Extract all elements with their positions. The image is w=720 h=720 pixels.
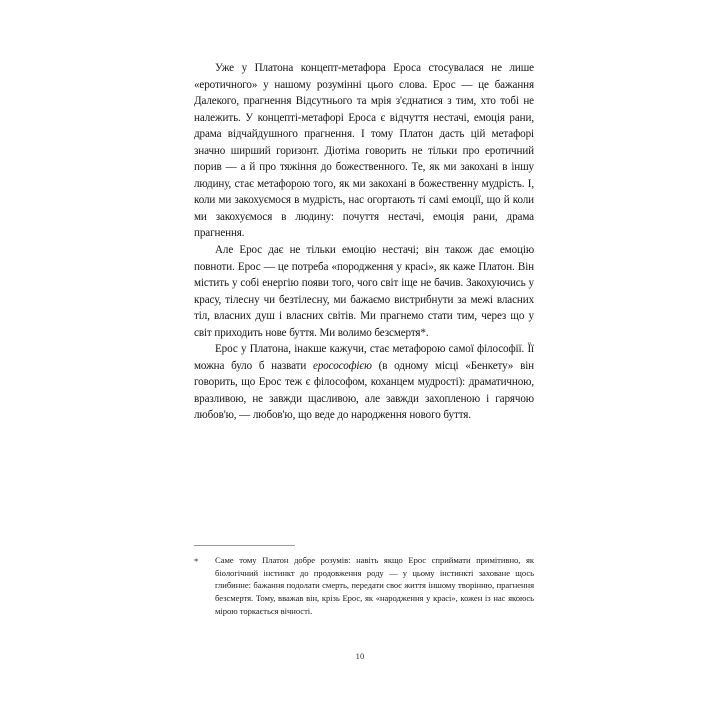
footnote-text: Саме тому Платон добре розумів: навіть якщо Ерос сприймати примітивно, як біологічний інстинкт до продовження роду — у цьому інстинкті заховане щось глибинне: бажання подолати смерть, передати своє життя іншому творінню, прагнення безсмертя. Тому, вважав він, крізь Ерос, як «народження у красі», кожен із нас якоюсь мірою торкається вічності.	[215, 555, 534, 616]
body-paragraph-1: Уже у Платона концепт-метафора Ероса стосувалася не лише «еротичного» у нашому розумінні цього слова. Ерос — це бажання Далекого, прагнення Відсутнього та мрія з'єднатися з тим, хто тобі не належить. У концепті-метафорі Ероса є відчуття нестачі, емоція рани, драма відчайдушного прагнення. І тому Платон дасть цій метафорі значно ширший горизонт. Діотіма говорить не тільки про еротичний порив — а й про тяжіння до божественного. Те, як ми закохані в іншу людину, стає метафорою того, як ми закохані в божественну мудрість. І, коли ми закохуємося в мудрість, нас огортають ті самі емоції, що й коли ми закохуємося в людину: почуття нестачі, емоція рани, драма прагнення.	[194, 62, 534, 240]
paragraph-2-trailing-text: .	[425, 326, 429, 339]
body-paragraph-3	[194, 341, 534, 424]
paragraph-3-trailing-text: (в одному місці «Бенкету» він говорить, що Ерос теж є філософом, коханцем мудрості): драматичною, вразливою, не завжди щасливою, але завжди захопленою і гарячою любов'ю, — любов'ю, що веде до народження нового буття.	[194, 359, 534, 422]
page-number: 10	[355, 652, 365, 661]
footnote-separator-rule	[194, 545, 295, 546]
footnote-reference-marker[interactable]: *	[420, 326, 426, 339]
body-paragraph-2	[194, 242, 534, 341]
footnote-marker: *	[194, 556, 199, 566]
paragraph-3-lead-text: Ерос у Платона, інакше кажучи, стає метафорою самої філософії. Її можна було б назвати	[194, 343, 534, 372]
body-text-column	[194, 60, 534, 424]
paragraph-2-main-text: Але Ерос дає не тільки емоцію нестачі; він також дає емоцію повноти. Ерос — це потреба «породження у красі», як каже Платон. Він містить у собі енергію появи того, чого світ іще не бачив. Закохуючись у красу, тілесну чи безтілесну, ми бажаємо вистрибнути за межі власних тіл, власних душ і власних світів. Ми прагнемо стати тим, через що у світ приходить нове буття. Ми волимо безсмертя	[194, 244, 534, 339]
italic-term-erosophy: еросософією	[313, 359, 372, 372]
footnote-entry	[194, 554, 534, 617]
footnote-block	[194, 545, 534, 617]
